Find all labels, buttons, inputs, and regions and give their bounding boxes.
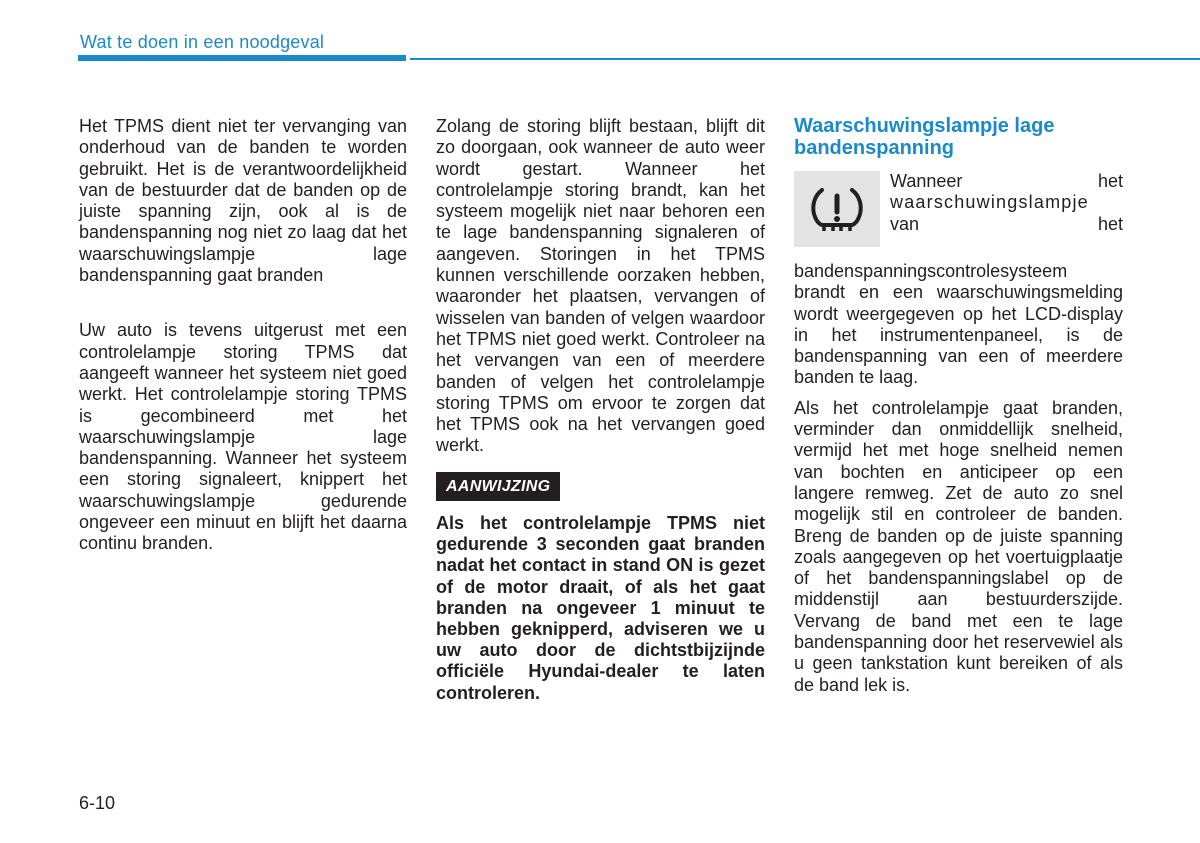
note-text: Als het controlelampje TPMS niet gedurende 3 seconden gaat branden nadat het contact in stand ON is gezet of de motor draait, of als het gaat branden na ongeveer 1 minuut te hebben geknipperd, adviseren we u uw auto door de dichtstbijzijnde officiële Hyundai-dealer te laten controleren. bbox=[436, 513, 765, 703]
paragraph: Als het controlelampje gaat branden, verminder dan onmiddellijk snelheid, vermijd het met hoge snelheid nemen van bochten en anticipeer op een langere remweg. Zet de auto zo snel mogelijk stil en controleer de banden. Breng de banden op de juiste spanning zoals aangegeven op het voertuigplaatje of het bandenspanningslabel op de middenstijl aan bestuurderszijde. Vervang de band met een te lage bandenspanning door het reservewiel als u geen tankstation kunt bereiken of als de band lek is. bbox=[794, 397, 1123, 695]
paragraph: Het TPMS dient niet ter vervanging van onderhoud van de banden te worden gebruikt. Het is de verantwoordelijkheid van de bestuurder dat de banden op de juiste spanning zijn, ook al is de bandenspanning nog niet zo laag dat het waarschuwingslampje lage bandenspanning gaat branden bbox=[79, 116, 407, 286]
header-rule bbox=[410, 58, 1200, 60]
column-right bbox=[794, 115, 1123, 696]
column-left bbox=[79, 116, 407, 555]
icon-row bbox=[794, 171, 1123, 247]
page-number: 6-10 bbox=[79, 793, 116, 813]
icon-caption bbox=[890, 171, 1123, 235]
column-middle bbox=[436, 116, 765, 704]
header-accent-bar bbox=[78, 55, 406, 61]
section-header-title: Wat te doen in een noodgeval bbox=[80, 32, 325, 52]
icon-caption-line: van het bbox=[890, 213, 1123, 234]
section-title: Waarschuwingslampje lage bandenspanning bbox=[794, 115, 1055, 159]
tpms-warning-icon bbox=[794, 171, 880, 247]
icon-caption-line: waarschuwingslampje bbox=[890, 192, 1089, 213]
paragraph: Uw auto is tevens uitgerust met een controlelampje storing TPMS dat aangeeft wanneer het systeem niet goed werkt. Het controlelampje storing TPMS is gecombineerd met het waarschuwingslampje lage bandenspanning. Wanneer het systeem een storing signaleert, knippert het waarschuwingslampje gedurende ongeveer een minuut en blijft het daarna continu branden. bbox=[79, 320, 407, 554]
paragraph: bandenspanningscontrolesysteem brandt en een waarschuwingsmelding wordt weergegeven op het LCD-display in het instrumentenpaneel, is de bandenspanning van een of meerdere banden te laag. bbox=[794, 261, 1123, 388]
paragraph: Zolang de storing blijft bestaan, blijft dit zo doorgaan, ook wanneer de auto weer wordt gestart. Wanneer het controlelampje storing brandt, kan het systeem mogelijk niet naar behoren een te lage bandenspanning signaleren of aangeven. Storingen in het TPMS kunnen verschillende oorzaken hebben, waaronder het plaatsen, vervangen of wisselen van banden of velgen waardoor het TPMS niet goed werkt. Controleer na het vervangen van een of meerdere banden of velgen het controlelampje storing TPMS om ervoor te zorgen dat het TPMS ook na het vervangen goed werkt. bbox=[436, 116, 765, 456]
icon-caption-line: Wanneer het bbox=[890, 171, 1123, 191]
note-badge: AANWIJZING bbox=[436, 472, 560, 501]
